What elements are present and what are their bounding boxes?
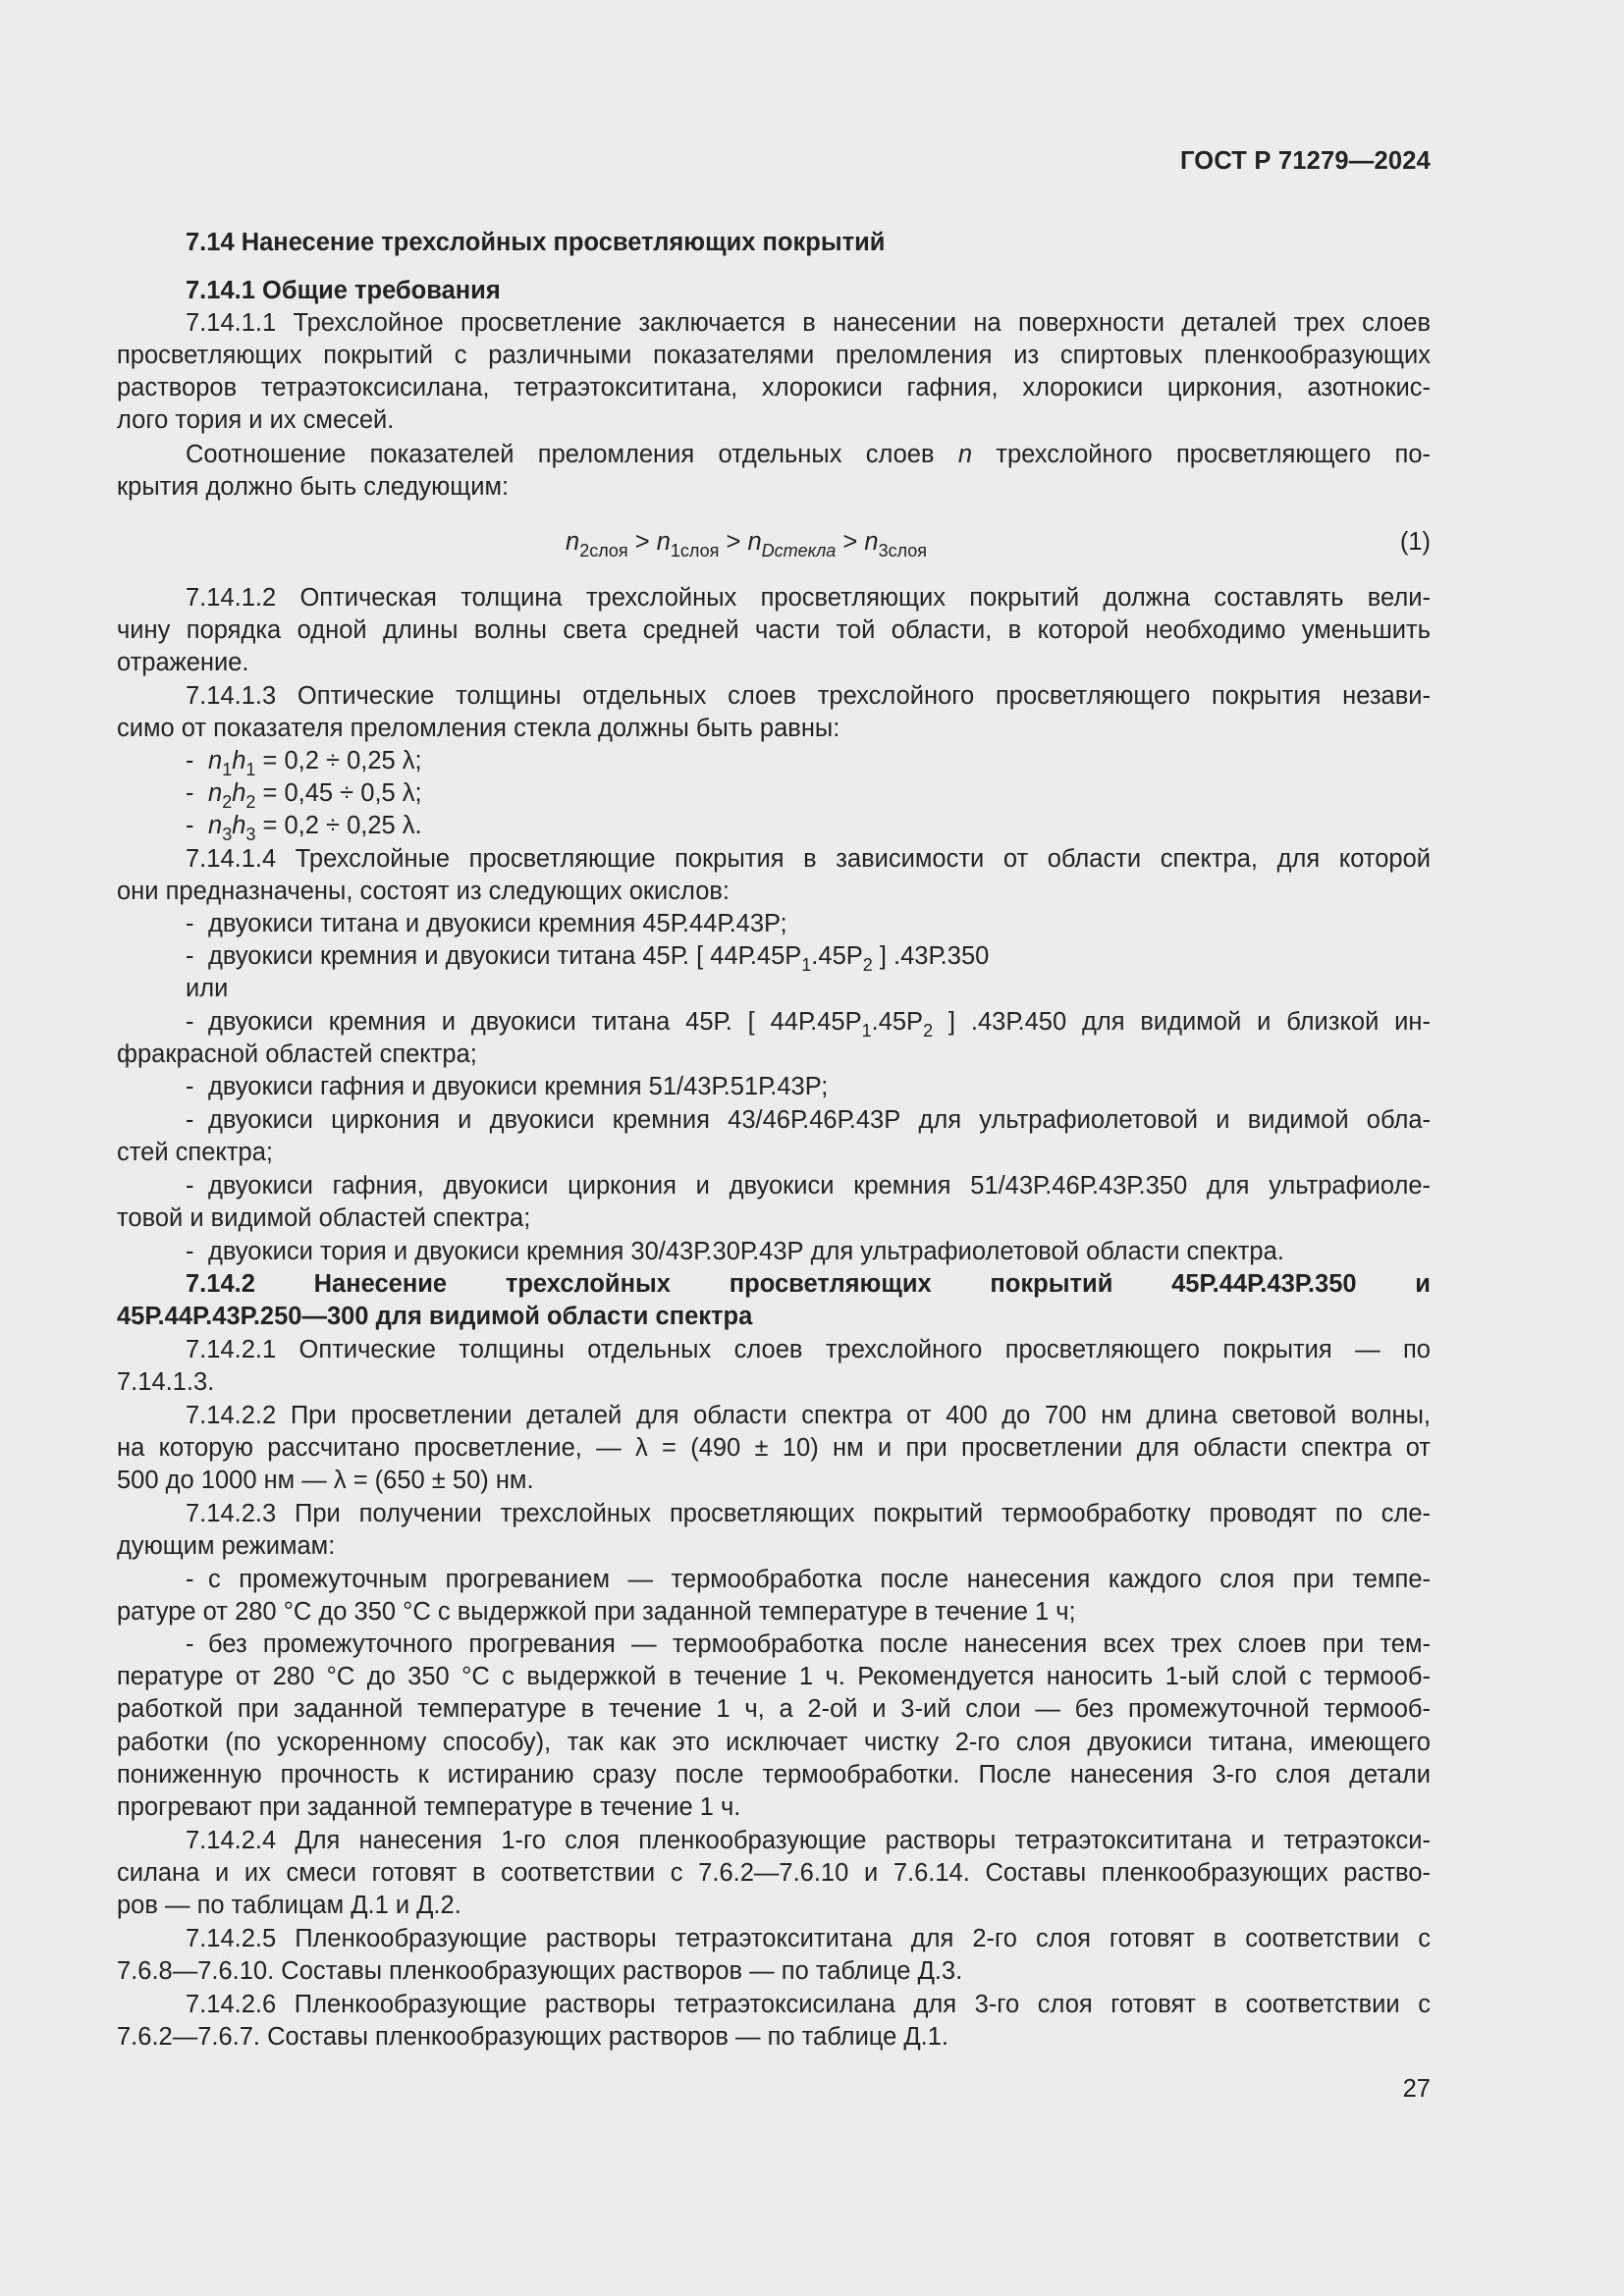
text-line: 7.14.2.4 Для нанесения 1-го слоя пленкообразующие растворы тетраэтоксититана и тетраэтокси- xyxy=(186,1827,1431,1854)
subscript xyxy=(762,541,837,561)
subscript: 1слоя xyxy=(670,541,720,561)
list-dash: - xyxy=(186,779,194,807)
list-item xyxy=(186,1104,1431,1137)
list-dash: - xyxy=(186,1172,194,1200)
text-line: ров — по таблицам Д.1 и Д.2. xyxy=(117,1892,461,1919)
text-line xyxy=(186,439,1431,471)
subscript: 3 xyxy=(245,825,256,844)
list-dash: - xyxy=(186,812,194,839)
list-text: двуокиси тория и двуокиси кремния 30/43Р.30Р.43Р для ультрафиолетовой области спектра. xyxy=(208,1238,1284,1265)
text-segment: трехслойного просветляющего по- xyxy=(972,441,1431,468)
symbol-n: n xyxy=(208,747,223,774)
subscript: 2 xyxy=(862,955,873,975)
symbol-n: n xyxy=(957,441,972,468)
text-line: 7.14.1.3 Оптические толщины отдельных слоев трехслойного просветляющего покрытия незави- xyxy=(186,682,1431,710)
list-text: без промежуточного прогревания — термообработка после нанесения всех трех слоев при тем- xyxy=(208,1630,1431,1658)
symbol-h: h xyxy=(232,747,246,774)
text-line: силана и их смеси готовят в соответствии с 7.6.2—7.6.10 и 7.6.14. Составы пленкообразующих раство- xyxy=(117,1859,1431,1887)
list-item xyxy=(186,1006,1431,1039)
list-dash: - xyxy=(186,1073,194,1100)
text-line: 7.14.1.2 Оптическая толщина трехслойных просветляющих покрытий должна составлять вели- xyxy=(186,584,1431,612)
text-line: пониженную прочность к истиранию сразу после термообработки. После нанесения 3-го слоя детали xyxy=(117,1761,1431,1789)
text-line: ратуре от 280 °С до 350 °С с выдержкой при заданной температуре в течение 1 ч; xyxy=(117,1598,1076,1626)
symbol-n: n xyxy=(656,528,671,556)
text-line: или xyxy=(186,975,229,1002)
list-item xyxy=(186,940,1431,973)
text-line: они предназначены, состоят из следующих окислов: xyxy=(117,878,731,905)
list-item xyxy=(186,1071,1431,1103)
text-line: 7.6.8—7.6.10. Составы пленкообразующих растворов — по таблице Д.3. xyxy=(117,1957,963,1985)
text-line: на которую рассчитано просветление, — λ = (490 ± 10) нм и при просветлении для области спектра от xyxy=(117,1434,1431,1462)
text-line: работкой при заданной температуре в течение 1 ч, а 2-ой и 3-ий слои — без промежуточной термооб- xyxy=(117,1695,1431,1723)
text-line: симо от показателя преломления стекла должны быть равны: xyxy=(117,715,840,742)
symbol-n: n xyxy=(566,528,580,556)
list-text: двуокиси гафния, двуокиси циркония и двуокиси кремния 51/43Р.46Р.43Р.350 для ультрафиоле- xyxy=(208,1172,1431,1200)
subscript: 1 xyxy=(245,760,256,779)
list-dash: - xyxy=(186,1566,194,1593)
subscript: 2 xyxy=(245,792,256,812)
symbol-h: h xyxy=(232,812,246,839)
text-line: пературе от 280 °С до 350 °С с выдержкой в течение 1 ч. Рекомендуется наносить 1-ый слой с термооб- xyxy=(117,1663,1431,1690)
symbol-h: h xyxy=(232,779,246,807)
text-line: 500 до 1000 нм — λ = (650 ± 50) нм. xyxy=(117,1467,534,1494)
subscript: 1 xyxy=(861,1021,872,1041)
text-segment: Соотношение показателей преломления отдельных слоев xyxy=(186,441,958,468)
list-item xyxy=(186,908,1431,940)
list-dash: - xyxy=(186,1106,194,1134)
list-item xyxy=(186,745,1431,777)
text-line: 7.14.2.2 При просветлении деталей для области спектра от 400 до 700 нм длина световой волны, xyxy=(186,1402,1431,1429)
text-line: стей спектра; xyxy=(117,1139,273,1166)
subscript-text: Dстекла xyxy=(761,541,837,561)
text-segment: .45Р xyxy=(811,942,863,970)
subsection-title: 7.14.1 Общие требования xyxy=(186,277,501,304)
subsection-title: 7.14.2 Нанесение трехслойных просветляющих покрытий 45Р.44Р.43Р.350 и xyxy=(186,1270,1431,1298)
text-line: 7.6.2—7.6.7. Составы пленкообразующих растворов — по таблице Д.1. xyxy=(117,2023,949,2051)
text-line: 7.14.1.3. xyxy=(117,1368,215,1396)
text-segment: ] .43Р.350 xyxy=(872,942,990,970)
value: = 0,45 ÷ 0,5 λ; xyxy=(255,779,422,807)
text-line: 7.14.2.5 Пленкообразующие растворы тетраэтоксититана для 2-го слоя готовят в соответствии с xyxy=(186,1925,1431,1952)
list-item xyxy=(186,1564,1431,1596)
list-item xyxy=(186,777,1431,810)
symbol-n: n xyxy=(864,528,879,556)
subscript: 1 xyxy=(801,955,812,975)
subsection-title: 45Р.44Р.43Р.250—300 для видимой области спектра xyxy=(117,1303,753,1330)
list-item xyxy=(186,1236,1431,1268)
text-segment: .45Р xyxy=(871,1008,924,1036)
list-dash: - xyxy=(186,910,194,937)
text-line: товой и видимой областей спектра; xyxy=(117,1204,531,1232)
text-segment: двуокиси кремния и двуокиси титана 45Р. [ 44Р.45Р xyxy=(208,942,802,970)
subscript: 3 xyxy=(222,825,233,844)
list-dash: - xyxy=(186,942,194,970)
text-line: прогревают при заданной температуре в течение 1 ч. xyxy=(117,1793,741,1821)
list-text: двуокиси гафния и двуокиси кремния 51/43Р.51Р.43Р; xyxy=(208,1073,829,1100)
operator: > xyxy=(719,528,748,556)
text-line: фракрасной областей спектра; xyxy=(117,1041,477,1068)
list-text: с промежуточным прогреванием — термообработка после нанесения каждого слоя при темпе- xyxy=(208,1566,1431,1593)
text-line: просветляющих покрытий с различными показателями преломления из спиртовых пленкообразующих xyxy=(117,342,1431,369)
subscript: 3слоя xyxy=(878,541,928,561)
text-line: работки (по ускоренному способу), так как это исключает чистку 2-го слоя двуокиси титана, имеющего xyxy=(117,1729,1431,1756)
text-line: крытия должно быть следующим: xyxy=(117,473,510,501)
text-line: растворов тетраэтоксисилана, тетраэтоксититана, хлорокиси гафния, хлорокиси циркония, азотнокис- xyxy=(117,374,1431,401)
text-line: дующим режимам: xyxy=(117,1532,336,1560)
text-line: 7.14.1.1 Трехслойное просветление заключается в нанесении на поверхности деталей трех слоев xyxy=(186,309,1431,337)
list-item xyxy=(186,810,1431,842)
value: = 0,2 ÷ 0,25 λ. xyxy=(255,812,422,839)
text-line: 7.14.2.3 При получении трехслойных просветляющих покрытий термообработку проводят по сле- xyxy=(186,1500,1431,1527)
subscript: 2 xyxy=(923,1021,934,1041)
text-line: чину порядка одной длины волны света средней части той области, в которой необходимо уменьшить xyxy=(117,616,1431,644)
text-line: 7.14.1.4 Трехслойные просветляющие покрытия в зависимости от области спектра, для которой xyxy=(186,845,1431,873)
list-dash: - xyxy=(186,1008,194,1036)
text-line: отражение. xyxy=(117,649,249,676)
list-dash: - xyxy=(186,1238,194,1265)
list-dash: - xyxy=(186,1630,194,1658)
text-segment: ] .43Р.450 для видимой и близкой ин- xyxy=(933,1008,1431,1036)
list-item xyxy=(186,1170,1431,1202)
text-line: лого тория и их смесей. xyxy=(117,406,395,434)
symbol-n: n xyxy=(208,812,223,839)
page-number: 27 xyxy=(1402,2075,1431,2103)
text-segment: двуокиси кремния и двуокиси титана 45Р. [ 44Р.45Р xyxy=(208,1008,862,1036)
operator: > xyxy=(836,528,865,556)
subscript: 1 xyxy=(222,760,233,779)
text-line: 7.14.2.6 Пленкообразующие растворы тетраэтоксисилана для 3-го слоя готовят в соответствии с xyxy=(186,1991,1431,2018)
list-item xyxy=(186,1629,1431,1661)
symbol-n: n xyxy=(747,528,762,556)
symbol-n: n xyxy=(208,779,223,807)
list-dash: - xyxy=(186,747,194,774)
subscript: 2слоя xyxy=(579,541,628,561)
text-line: 7.14.2.1 Оптические толщины отдельных слоев трехслойного просветляющего покрытия — по xyxy=(186,1336,1431,1363)
value: = 0,2 ÷ 0,25 λ; xyxy=(255,747,422,774)
list-text: двуокиси циркония и двуокиси кремния 43/46Р.46Р.43Р для ультрафиолетовой и видимой обла- xyxy=(208,1106,1431,1134)
document-code-header: ГОСТ Р 71279—2024 xyxy=(1179,147,1431,175)
refraction-formula xyxy=(566,528,927,561)
operator: > xyxy=(627,528,657,556)
section-title: 7.14 Нанесение трехслойных просветляющих покрытий xyxy=(186,229,886,256)
equation-number: (1) xyxy=(1399,528,1431,556)
list-text: двуокиси титана и двуокиси кремния 45Р.44Р.43Р; xyxy=(208,910,787,937)
subscript: 2 xyxy=(222,792,233,812)
